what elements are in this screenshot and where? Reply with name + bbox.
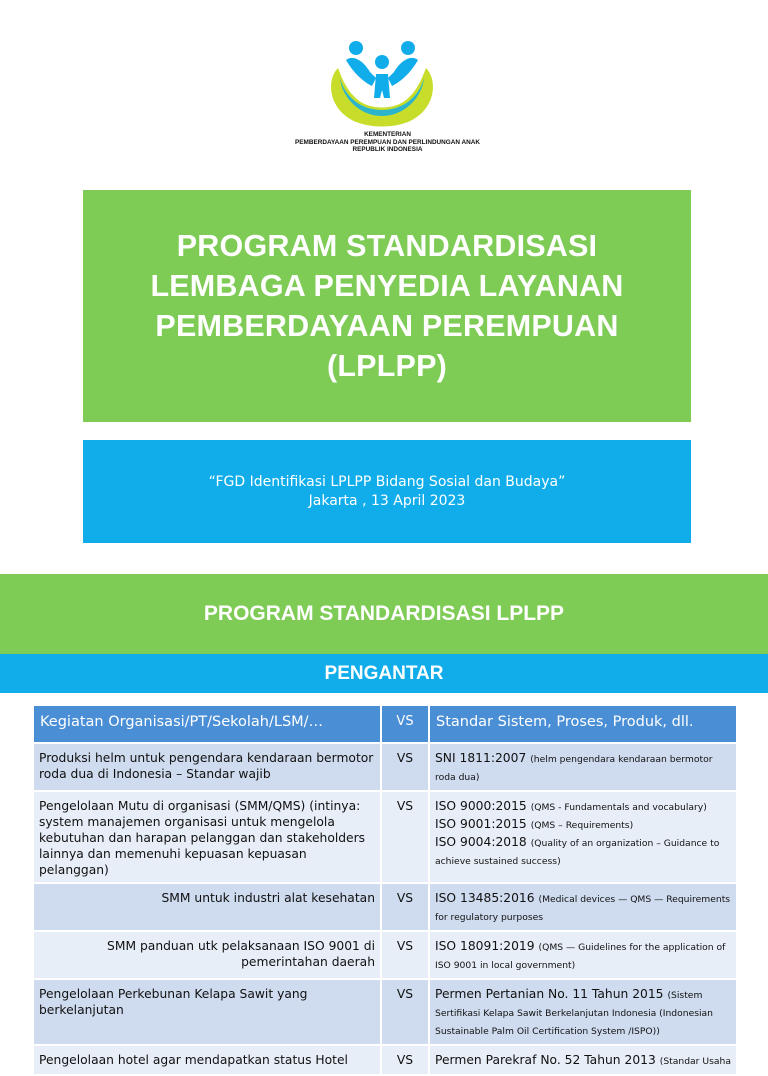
standard-code: SNI 1811:2007	[435, 751, 527, 765]
activity-cell: Produksi helm untuk pengendara kendaraan bermotor roda dua di Indonesia – Standar wajib	[33, 743, 381, 791]
activity-cell: Pengelolaan Perkebunan Kelapa Sawit yang berkelanjutan	[33, 979, 381, 1045]
standard-cell	[429, 743, 737, 791]
title-line: PEMBERDAYAAN PEREMPUAN	[155, 309, 619, 343]
event-title: “FGD Identifikasi LPLPP Bidang Sosial dan Budaya”	[208, 473, 566, 490]
standard-code: ISO 9001:2015	[435, 817, 527, 831]
standard-code: ISO 9004:2018	[435, 835, 527, 849]
table-row	[33, 979, 737, 1045]
standard-note: (Standar Usaha	[659, 1056, 731, 1067]
standard-cell	[429, 931, 737, 979]
table-row	[33, 931, 737, 979]
standards-table	[32, 704, 738, 1076]
table-row	[33, 743, 737, 791]
event-banner	[83, 440, 691, 543]
activity-cell: Pengelolaan hotel agar mendapatkan status Hotel	[33, 1045, 381, 1075]
standard-cell	[429, 791, 737, 883]
section-header-text: PENGANTAR	[324, 662, 444, 684]
standard-note: (helm pengendara kendaraan bermotor roda dua)	[435, 754, 713, 783]
activity-cell: SMM untuk industri alat kesehatan	[33, 883, 381, 931]
standard-code: ISO 9000:2015	[435, 799, 527, 813]
title-line: PROGRAM STANDARDISASI	[176, 229, 598, 263]
vs-cell: VS	[381, 931, 429, 979]
standard-line	[435, 798, 731, 816]
standard-line	[435, 816, 731, 834]
ministry-name	[270, 131, 505, 154]
standard-code: ISO 18091:2019	[435, 939, 535, 953]
standard-cell	[429, 883, 737, 931]
title-banner	[83, 190, 691, 422]
vs-cell: VS	[381, 1045, 429, 1075]
ministry-line: KEMENTERIAN	[364, 131, 411, 138]
standard-note: (Sistem Sertifikasi Kelapa Sawit Berkelanjutan Indonesia (Indonesian Sustainable Palm Oil Certification System /ISPO))	[435, 990, 714, 1037]
vs-cell: VS	[381, 743, 429, 791]
standard-note: (QMS - Fundamentals and vocabulary)	[530, 802, 707, 813]
table-row	[33, 1045, 737, 1075]
ministry-logo	[320, 38, 444, 130]
vs-cell: VS	[381, 791, 429, 883]
column-header-vs: VS	[381, 705, 429, 743]
intro-slide	[0, 574, 768, 1067]
standard-cell	[429, 1045, 737, 1075]
slide-title	[150, 226, 623, 386]
activity-cell: Pengelolaan Mutu di organisasi (SMM/QMS) (intinya: system manajemen organisasi untuk mengelola kebutuhan dan harapan pelanggan dan stakeholders lainnya dan memenuhi kepuasan kepuasan pelanggan)	[33, 791, 381, 883]
event-place-date: Jakarta , 13 April 2023	[308, 492, 466, 509]
table-header-row	[33, 705, 737, 743]
ministry-line: REPUBLIK INDONESIA	[352, 146, 423, 153]
section-header	[0, 654, 768, 693]
standard-code: ISO 13485:2016	[435, 891, 535, 905]
standard-code: Permen Pertanian No. 11 Tahun 2015	[435, 987, 664, 1001]
slide-header-text: PROGRAM STANDARDISASI LPLPP	[203, 602, 565, 625]
vs-cell: VS	[381, 979, 429, 1045]
vs-cell: VS	[381, 883, 429, 931]
column-header-standard: Standar Sistem, Proses, Produk, dll.	[429, 705, 737, 743]
standard-line	[435, 834, 731, 870]
standard-note: (Quality of an organization – Guidance to achieve sustained success)	[435, 838, 720, 867]
slide-header	[0, 574, 768, 654]
table-row	[33, 791, 737, 883]
standard-note: (Medical devices — QMS — Requirements for regulatory purposes	[435, 894, 731, 923]
column-header-activity: Kegiatan Organisasi/PT/Sekolah/LSM/…	[33, 705, 381, 743]
activity-cell: SMM panduan utk pelaksanaan ISO 9001 di pemerintahan daerah	[33, 931, 381, 979]
standard-code: Permen Parekraf No. 52 Tahun 2013	[435, 1053, 656, 1067]
title-line: (LPLPP)	[326, 349, 447, 383]
standard-note: (QMS – Requirements)	[530, 820, 634, 831]
title-line: LEMBAGA PENYEDIA LAYANAN	[150, 269, 624, 303]
table-row	[33, 883, 737, 931]
ministry-line: PEMBERDAYAAN PEREMPUAN DAN PERLINDUNGAN ANAK	[295, 138, 480, 146]
standard-note: (QMS — Guidelines for the application of ISO 9001 in local government)	[435, 942, 726, 971]
standard-cell	[429, 979, 737, 1045]
